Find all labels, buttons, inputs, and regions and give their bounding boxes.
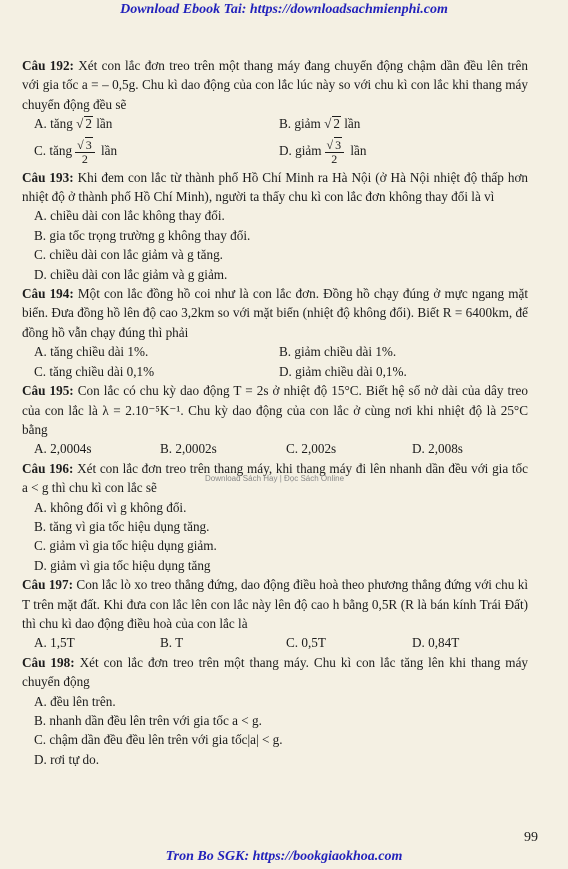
- option-a: A. không đổi vì g không đổi.: [34, 499, 187, 515]
- option-a: A. đều lên trên.: [34, 693, 116, 709]
- question-193: [22, 168, 528, 207]
- question-number: Câu 197:: [22, 577, 74, 593]
- option-b: B. giảm √ 2 lần: [279, 116, 361, 132]
- option-b: B. gia tốc trọng trường g không thay đổi.: [34, 227, 251, 243]
- option-c: C. chậm dần đều đều lên trên với gia tốc|a| < g.: [34, 732, 283, 748]
- option-b: B. T: [160, 635, 184, 651]
- option-a: A. 1,5T: [34, 635, 75, 651]
- question-number: Câu 195:: [22, 383, 74, 399]
- option-c: C. 2,002s: [286, 441, 337, 457]
- option-d: D. giảm $\frac{√ 3}{2}$ lần: [279, 138, 367, 167]
- option-b: B. 2,0002s: [160, 441, 217, 457]
- question-text: Xét con lắc đơn treo trên một thang máy. Chu kì con lắc tăng lên khi thang máy chuyển động: [22, 654, 529, 690]
- option-d: D. giảm vì gia tốc hiệu dụng tăng: [34, 557, 211, 573]
- option-a: A. chiều dài con lắc không thay đổi.: [34, 208, 225, 224]
- question-text: Con lắc lò xo treo thẳng đứng, dao động điều hoà theo phương thẳng đứng với chu kì T trên mặt đất. Khi đưa con lắc lên con lắc này lên độ cao h bằng 0,5R (R là bán kính Trái Đất) thì chu kì dao động điều hoà của con lắc là: [22, 577, 528, 631]
- question-197: [22, 575, 528, 633]
- option-b: B. tăng vì gia tốc hiệu dụng tăng.: [34, 518, 210, 534]
- option-b: B. nhanh dần đều lên trên với gia tốc a < g.: [34, 713, 262, 728]
- option-c: C. tăng chiều dài 0,1%: [34, 363, 155, 379]
- question-text: Xét con lắc đơn treo trên một thang máy đang chuyển động chậm dần đều lên trên với gia tốc a = – 0,5g. Chu kì dao động của con lắc lúc này so với chu kì con lắc khi thang máy chuyển động đều sẽ: [22, 58, 528, 112]
- option-d: D. 2,008s: [412, 441, 463, 457]
- question-192: [22, 56, 528, 114]
- option-a: A. tăng chiều dài 1%.: [34, 344, 149, 360]
- question-195: [22, 381, 528, 439]
- options-row: [34, 114, 528, 133]
- download-header-link[interactable]: Download Ebook Tai: https://downloadsachmienphi.com: [120, 2, 448, 17]
- question-number: Câu 198:: [22, 654, 75, 670]
- question-number: Câu 196:: [22, 460, 74, 476]
- option-d: D. 0,84T: [412, 635, 460, 651]
- question-text: Khi đem con lắc từ thành phố Hồ Chí Minh ra Hà Nội (ở Hà Nội nhiệt độ thấp hơn nhiệt độ ở thành phố Hồ Chí Minh), người ta thấy chu kì con lắc đơn không thay đổi là vì: [22, 169, 529, 205]
- question-number: Câu 192:: [22, 58, 74, 73]
- options-row: [34, 633, 528, 652]
- question-text: Một con lắc đồng hồ coi như là con lắc đơn. Đồng hồ chạy đúng ở mực ngang mặt biển. Đưa đồng hồ lên độ cao 3,2km so với mặt biển (nhiệt độ không đổi). Biết R = 6400km, để đồng hồ vẫn chạy đúng thì phải: [22, 286, 529, 340]
- question-number: Câu 193:: [22, 169, 74, 185]
- option-c: C. chiều dài con lắc giảm và g tăng.: [34, 247, 223, 263]
- option-c: C. tăng $\frac{√ 3}{2}$ lần: [34, 138, 118, 167]
- options-row: [34, 342, 528, 361]
- option-b: B. giảm chiều dài 1%.: [279, 344, 397, 360]
- question-number: Câu 194:: [22, 286, 74, 302]
- option-d: D. chiều dài con lắc giảm và g giảm.: [34, 266, 228, 282]
- option-d: D. giảm chiều dài 0,1%.: [279, 363, 407, 379]
- option-a: A. tăng √ 2 lần: [34, 116, 113, 132]
- option-d: D. rơi tự do.: [34, 751, 100, 767]
- question-194: [22, 284, 528, 342]
- question-list: [22, 56, 528, 769]
- options-row: [34, 134, 528, 168]
- question-198: [22, 653, 528, 692]
- option-c: C. giảm vì gia tốc hiệu dụng giảm.: [34, 538, 217, 554]
- watermark: Download Sách Hay | Đọc Sách Online: [205, 474, 345, 483]
- options-row: [34, 362, 528, 381]
- bookgiaokhoa-footer-link[interactable]: Tron Bo SGK: https://bookgiaokhoa.com: [165, 849, 403, 864]
- question-text: Con lắc có chu kỳ dao động T = 2s ở nhiệt độ 15°C. Biết hệ số nở dài của dây treo của con lắc là λ = 2.10⁻⁵K⁻¹. Chu kỳ dao động của con lắc ở cùng nơi khi nhiệt độ là 25°C bằng: [22, 383, 528, 437]
- question-text: Xét con lắc đơn treo trên thang máy, khi thang máy đi lên nhanh dần đều với gia tốc a < g thì chu kì con lắc sẽ: [22, 460, 529, 496]
- options-row: [34, 439, 528, 458]
- option-c: C. 0,5T: [286, 635, 326, 651]
- page-number: 99: [524, 830, 538, 845]
- option-a: A. 2,0004s: [34, 441, 92, 457]
